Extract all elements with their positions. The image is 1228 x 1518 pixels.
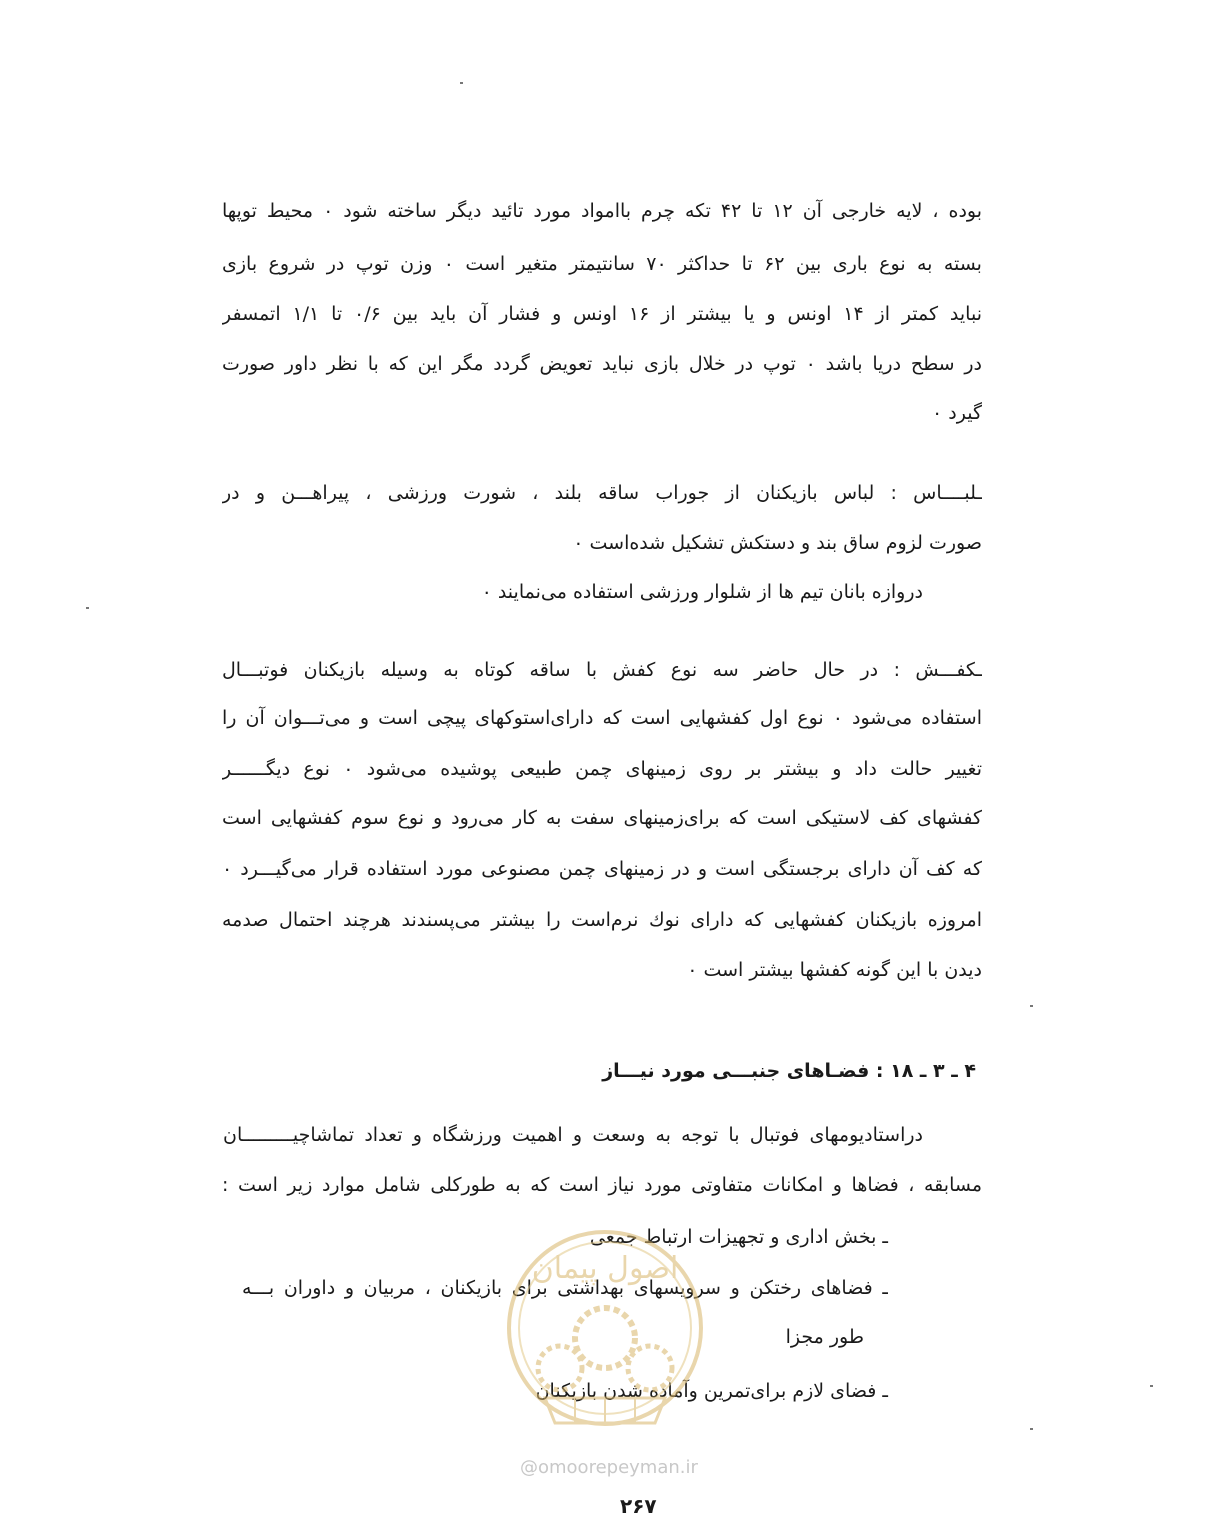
watermark-url: @omoorepeyman.ir (520, 1457, 698, 1478)
body-line: بوده ، لایه خارجی آن ۱۲ تا ۴۲ تکه چرم باامواد مورد تائید دیگر ساخته شود ۰ محیط توپها (222, 200, 982, 222)
shoe-line: کفشهای کف لاستیکی است که برای‌زمینهای سفت به کار می‌رود و نوع سوم کفشهایی است (222, 807, 982, 829)
watermark-text: اصول پیمان (531, 1251, 679, 1286)
scan-speck (460, 82, 463, 84)
scan-speck (1150, 1385, 1153, 1387)
shoe-line: امروزه بازیکنان کفشهایی که دارای نوك نرم‌است را بیشتر می‌پسندند هرچند احتمال صدمه (222, 909, 982, 931)
page-number: ۲۶۷ (620, 1494, 657, 1518)
section-line: مسابقه ، فضاها و امکانات متفاوتی مورد نیاز است که به طورکلی شامل موارد زیر است : (222, 1174, 982, 1196)
clothing-line: دروازه بانان تیم ها از شلوار ورزشی استفاده می‌نمایند ۰ (481, 581, 923, 603)
clothing-line: ـلبــــاس : لباس بازیکنان از جوراب ساقه بلند ، شورت ورزشی ، پیراهـــن و در (222, 482, 982, 504)
body-line: نباید کمتر از ۱۴ اونس و یا بیشتر از ۱۶ اونس و فشار آن باید بین ۰/۶ تا ۱/۱ اتمسفر (222, 303, 982, 325)
scan-speck (1030, 1005, 1033, 1007)
body-line: در سطح دریا باشد ۰ توپ در خلال بازی نباید تعویض گردد مگر این که با نظر داور صورت (222, 353, 982, 375)
shoe-line: دیدن با این گونه کفشها بیشتر است ۰ (687, 959, 982, 981)
shoe-line: تغییر حالت داد و بیشتر بر روی زمینهای چمن طبیعی پوشیده می‌شود ۰ نوع دیگــــــر (222, 758, 982, 780)
shoe-line: ـکفـــش : در حال حاضر سه نوع کفش با ساقه کوتاه به وسیله بازیکنان فوتبـــال (222, 659, 982, 681)
shoe-line: که کف آن دارای برجستگی است و در زمینهای چمن مصنوعی مورد استفاده قرار می‌گیـــرد ۰ (222, 858, 982, 880)
scan-speck (86, 607, 89, 609)
bullet-continuation: طور مجزا (785, 1326, 864, 1348)
bullet-item: ـ فضاهای رختکن و سرویسهای بهداشتی برای بازیکنان ، مربیان و داوران بـــه (242, 1277, 888, 1299)
body-line: گیرد ۰ (932, 402, 982, 424)
clothing-line: صورت لزوم ساق بند و دستکش تشکیل شده‌است ۰ (573, 532, 982, 554)
scan-speck (1030, 1428, 1033, 1430)
section-line: دراستادیومهای فوتبال با توجه به وسعت و اهمیت ورزشگاه و تعداد تماشاچیـــــــــان (223, 1124, 923, 1146)
body-line: بسته به نوع باری بین ۶۲ تا حداکثر ۷۰ سانتیمتر متغیر است ۰ وزن توپ در شروع بازی (222, 253, 982, 275)
bullet-item: ـ بخش اداری و تجهیزات ارتباط جمعی (589, 1226, 888, 1248)
shoe-line: استفاده می‌شود ۰ نوع اول کفشهایی است که دارای‌استوکهای پیچی است و می‌تـــوان آن را (222, 707, 982, 729)
section-heading: ۴ ـ ۳ ـ ۱۸ : فضـاهای جنبـــی مورد نیـــاز (602, 1060, 976, 1082)
bullet-item: ـ فضای لازم برای‌تمرین وآماده شدن بازیکنان (535, 1380, 888, 1402)
